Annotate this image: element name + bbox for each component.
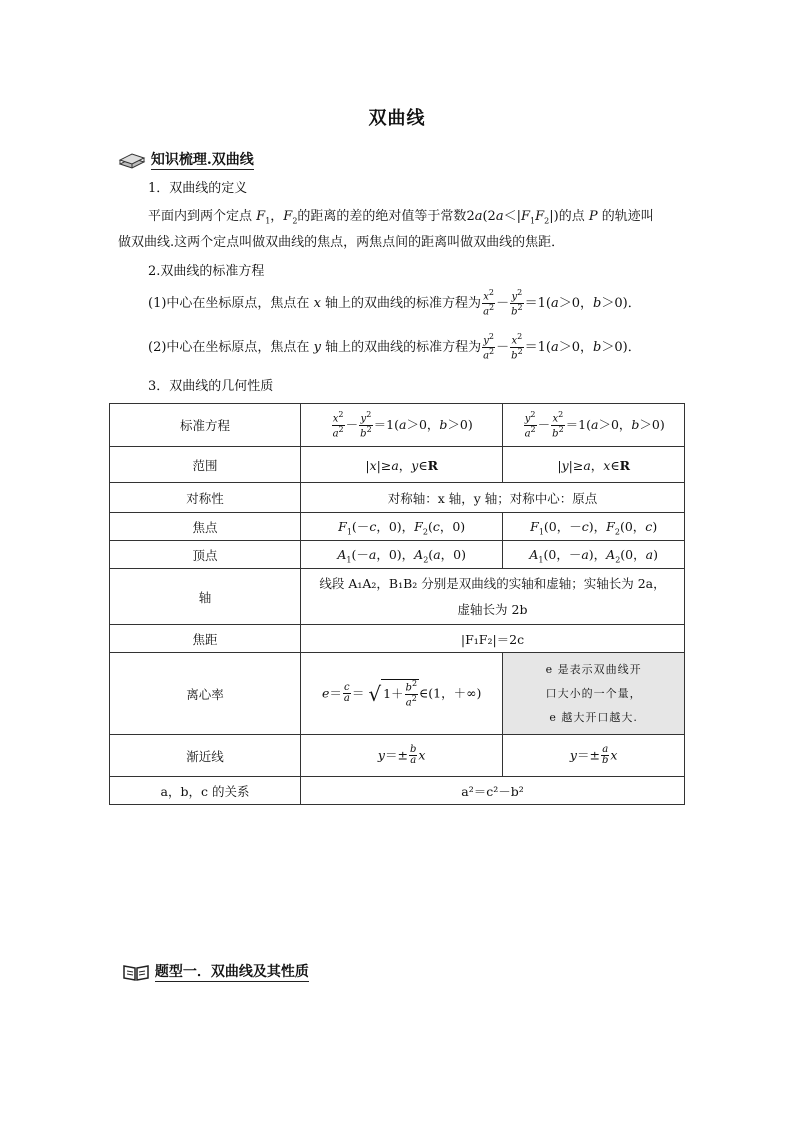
- note-line: e 是表示双曲线开: [545, 662, 642, 676]
- row-label: 标准方程: [110, 404, 301, 447]
- row-label: 对称性: [110, 483, 301, 513]
- vertices-x: $A_1(-a$，0)，$A_2(a$，0): [301, 541, 503, 569]
- properties-table: [109, 403, 685, 805]
- table-row: [110, 777, 685, 805]
- table-row: [110, 625, 685, 653]
- row-label: 范围: [110, 447, 301, 483]
- relation-cell: a²＝c²－b²: [301, 777, 685, 805]
- row-label: a，b，c 的关系: [110, 777, 301, 805]
- definition-line1: 平面内到两个定点 $F_1$，$F_2$的距离的差的绝对值等于常数$2a(2a<|F_1F_2|)$的点 P 的轨迹叫: [148, 209, 654, 226]
- eccentricity-formula: e＝ $\frac{c}{a}$ ＝ √ 1＋ $\frac{b^2}{a^2}$ ∈(1，＋∞): [301, 653, 503, 735]
- range-x: |x|≥a，y∈R: [301, 447, 503, 483]
- table-row: [110, 513, 685, 541]
- type-heading: [122, 961, 309, 982]
- row-label: 顶点: [110, 541, 301, 569]
- open-book-icon: [122, 962, 150, 982]
- symmetry-cell: 对称轴：x 轴，y 轴；对称中心：原点: [301, 483, 685, 513]
- item3-heading: 3．双曲线的几何性质: [148, 379, 274, 394]
- row-label: 焦距: [110, 625, 301, 653]
- std-eq-y: $\frac{y^2}{a^2}$ － $\frac{x^2}{b^2}$ ＝1(a＞0，b＞0): [503, 404, 685, 447]
- knowledge-heading-text: 知识梳理.双曲线: [150, 152, 254, 168]
- axis-cell: [301, 569, 685, 625]
- note-line: e 越大开口越大.: [549, 710, 638, 724]
- axis-line1: 线段 A₁A₂，B₁B₂ 分别是双曲线的实轴和虚轴；实轴长为 2a，: [319, 575, 666, 591]
- foci-x: $F_1(-c$，0)，$F_2(c$，0): [301, 513, 503, 541]
- vertices-y: $A_1(0$，－a)，$A_2(0$，a): [503, 541, 685, 569]
- books-icon: [118, 150, 146, 170]
- table-row: [110, 569, 685, 625]
- std-eq-x: $\frac{x^2}{a^2}$ － $\frac{y^2}{b^2}$ ＝1(a＞0，b＞0): [301, 404, 503, 447]
- item2-heading: 2.双曲线的标准方程: [148, 264, 265, 279]
- eccentricity-note: [503, 653, 685, 735]
- focal-distance-cell: |F₁F₂|＝2c: [301, 625, 685, 653]
- type-heading-text: 题型一．双曲线及其性质: [154, 964, 309, 980]
- table-row: [110, 447, 685, 483]
- definition-line2: 做双曲线.这两个定点叫做双曲线的焦点，两焦点间的距离叫做双曲线的焦距．: [118, 235, 565, 250]
- asymptote-y: y＝± $\frac{a}{b}$ x: [503, 735, 685, 777]
- table-row: [110, 735, 685, 777]
- note-line: 口大小的一个量，: [545, 686, 642, 700]
- item1-heading: 1．双曲线的定义: [148, 181, 248, 196]
- row-label: 离心率: [110, 653, 301, 735]
- table-row: [110, 541, 685, 569]
- equation-x-axis: (1)中心在坐标原点，焦点在 x 轴上的双曲线的标准方程为 $\frac{x^2}{a^2}$ － $\frac{y^2}{b^2}$ ＝1(a＞0，b＞0)．: [148, 288, 641, 318]
- table-row: [110, 653, 685, 735]
- row-label: 焦点: [110, 513, 301, 541]
- range-y: |y|≥a，x∈R: [503, 447, 685, 483]
- foci-y: $F_1(0$，－c)，$F_2(0$，c): [503, 513, 685, 541]
- asymptote-x: y＝± $\frac{b}{a}$ x: [301, 735, 503, 777]
- knowledge-heading: [118, 149, 254, 170]
- row-label: 轴: [110, 569, 301, 625]
- table-row: [110, 483, 685, 513]
- table-row: [110, 404, 685, 447]
- equation-y-axis: (2)中心在坐标原点，焦点在 y 轴上的双曲线的标准方程为 $\frac{y^2}{a^2}$ － $\frac{x^2}{b^2}$ ＝1(a＞0，b＞0)．: [148, 332, 641, 362]
- axis-line2: 虚轴长为 2b: [457, 601, 528, 617]
- page-title: 双曲线: [368, 108, 426, 129]
- row-label: 渐近线: [110, 735, 301, 777]
